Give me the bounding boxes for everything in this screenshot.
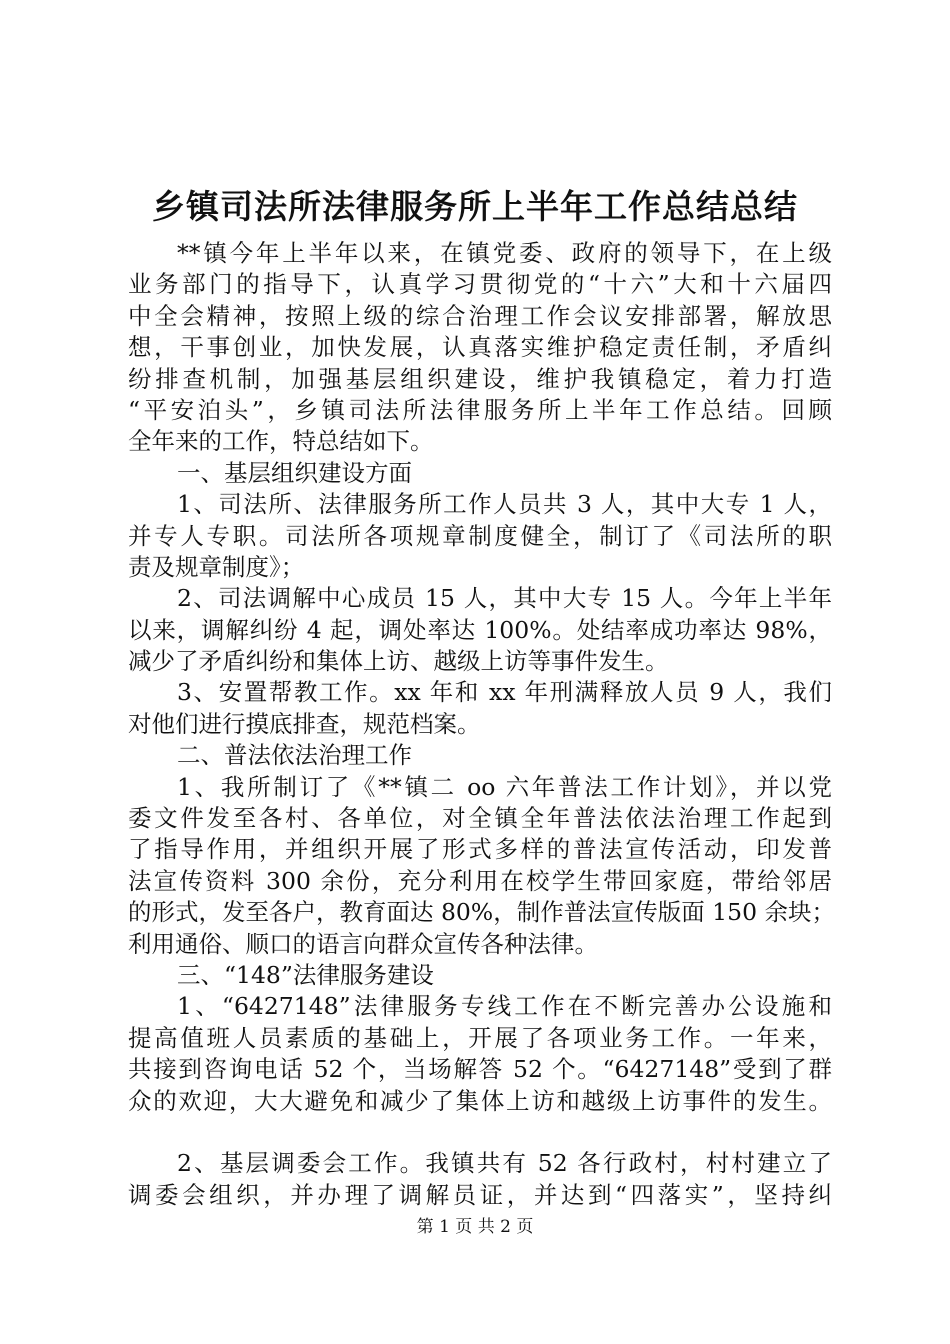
text-line: 责及规章制度》； xyxy=(128,552,305,581)
text-line: 的形式，发至各户，教育面达 80%，制作普法宣传版面 150 余块； xyxy=(128,898,835,927)
text-line: 想，干事创业，加快发展，认真落实维护稳定责任制，矛盾纠 xyxy=(128,333,832,362)
document-body xyxy=(128,238,835,1211)
text-line: 1、司法所、法律服务所工作人员共 3 人，其中大专 1 人， xyxy=(177,490,832,519)
text-line: 对他们进行摸底排查，规范档案。 xyxy=(128,709,481,738)
text-line: 一、基层组织建设方面 xyxy=(177,458,412,487)
text-line: 委文件发至各村、各单位，对全镇全年普法依法治理工作起到 xyxy=(128,804,832,833)
text-line: 纷排查机制，加强基层组织建设，维护我镇稳定，着力打造 xyxy=(128,364,832,393)
text-line: 法宣传资料 300 余份，充分利用在校学生带回家庭，带给邻居 xyxy=(128,866,832,895)
text-line: 1、“6427148”法律服务专线工作在不断完善办公设施和 xyxy=(177,992,832,1021)
page-footer: 第 1 页 共 2 页 xyxy=(416,1217,534,1237)
text-line: 众的欢迎，大大避免和减少了集体上访和越级上访事件的发生。 xyxy=(128,1086,832,1115)
text-line: 2、司法调解中心成员 15 人，其中大专 15 人。今年上半年 xyxy=(177,584,832,613)
text-line: 业务部门的指导下，认真学习贯彻党的“十六”大和十六届四 xyxy=(128,270,832,299)
document-title: 乡镇司法所法律服务所上半年工作总结总结 xyxy=(152,187,798,226)
text-line: 以来，调解纠纷 4 起，调处率达 100%。处结率成功率达 98%， xyxy=(128,615,832,644)
text-line: “平安泊头”，乡镇司法所法律服务所上半年工作总结。回顾 xyxy=(128,395,832,424)
text-line: 提高值班人员素质的基础上，开展了各项业务工作。一年来， xyxy=(128,1023,832,1052)
text-line: 中全会精神，按照上级的综合治理工作会议安排部署，解放思 xyxy=(128,301,832,330)
text-line: 利用通俗、顺口的语言向群众宣传各种法律。 xyxy=(128,929,598,958)
text-line: 1、我所制订了《**镇二 oo 六年普法工作计划》，并以党 xyxy=(177,772,832,801)
text-line: 共接到咨询电话 52 个，当场解答 52 个。“6427148”受到了群 xyxy=(128,1055,832,1084)
text-line: 并专人专职。司法所各项规章制度健全，制订了《司法所的职 xyxy=(128,521,832,550)
text-line: 全年来的工作，特总结如下。 xyxy=(128,427,434,456)
text-line: 3、安置帮教工作。xx 年和 xx 年刑满释放人员 9 人，我们 xyxy=(177,678,832,707)
text-line: 二、普法依法治理工作 xyxy=(177,741,412,770)
blank-line xyxy=(128,1117,832,1148)
text-line: **镇今年上半年以来，在镇党委、政府的领导下，在上级 xyxy=(177,239,832,267)
text-line: 2、基层调委会工作。我镇共有 52 各行政村，村村建立了 xyxy=(177,1149,832,1178)
text-line: 三、“148”法律服务建设 xyxy=(177,960,434,989)
text-line: 了指导作用，并组织开展了形式多样的普法宣传活动，印发普 xyxy=(128,835,832,864)
text-line: 减少了矛盾纠纷和集体上访、越级上访等事件发生。 xyxy=(128,647,669,676)
text-line: 调委会组织，并办理了调解员证，并达到“四落实”，坚持纠 xyxy=(128,1180,832,1209)
